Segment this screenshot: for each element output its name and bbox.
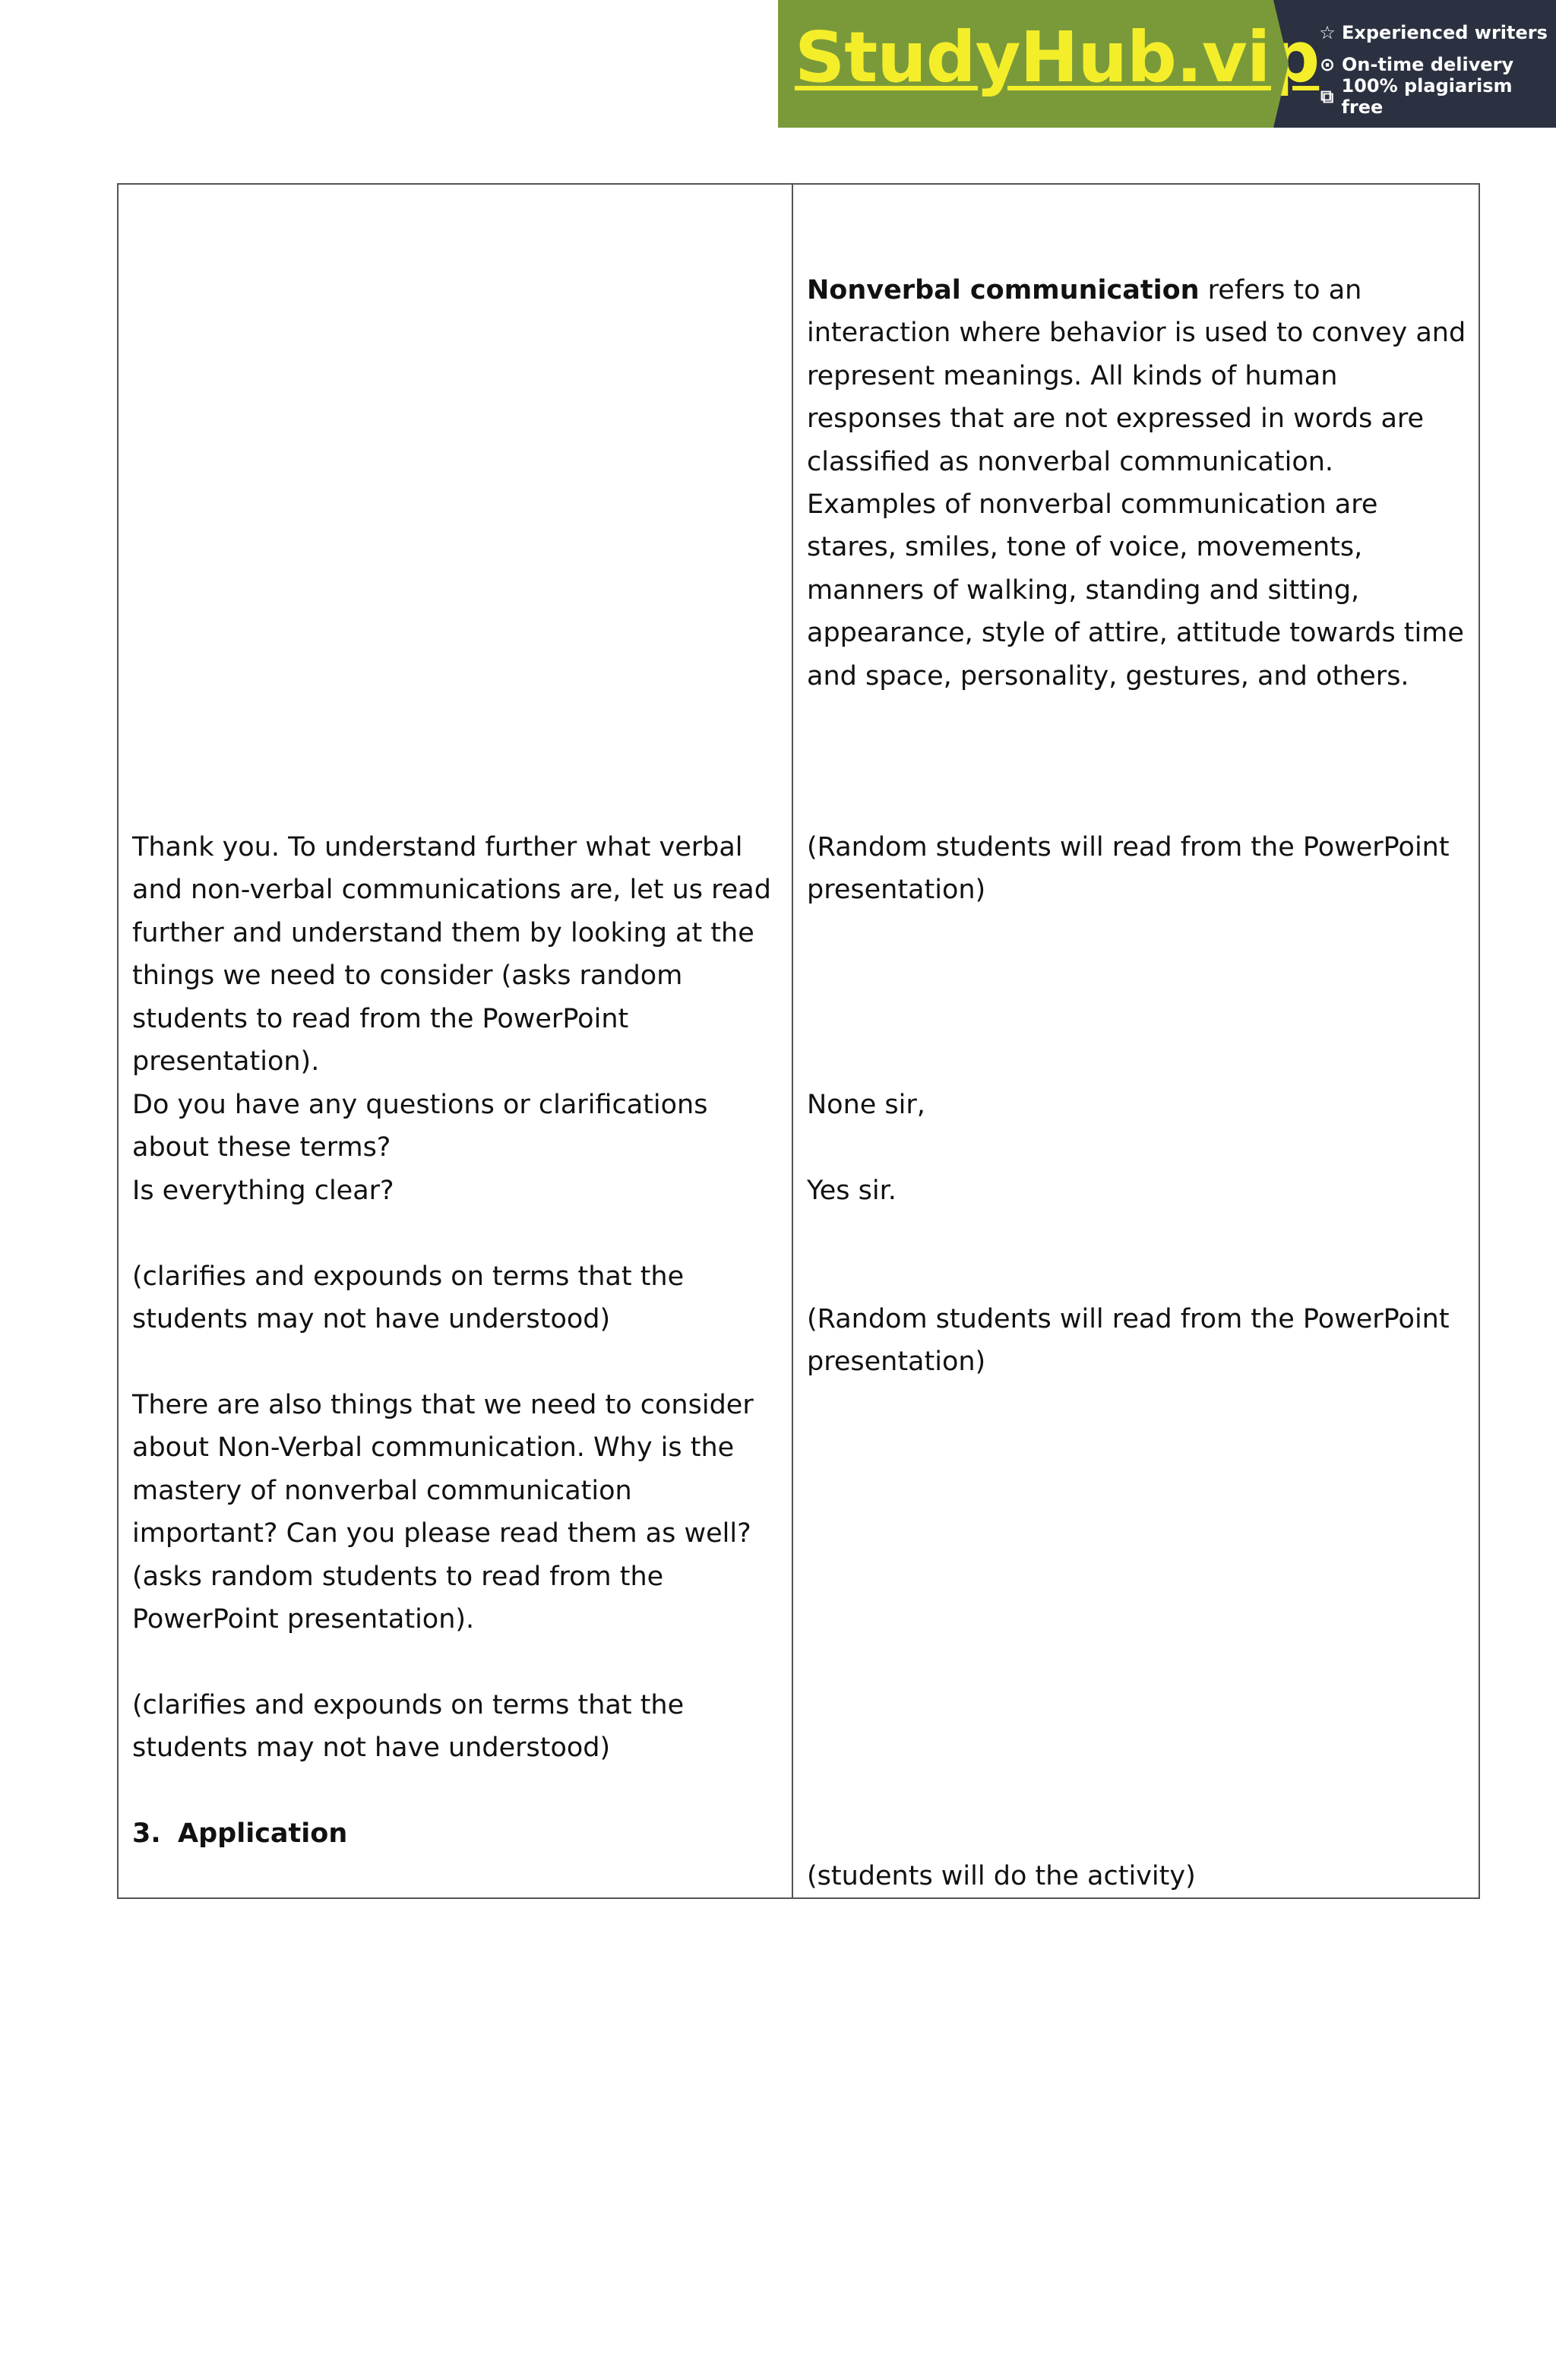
- question-is-clear: Is everything clear?: [132, 1176, 394, 1206]
- banner-logo-panel: [778, 0, 1320, 128]
- paragraph-clarifies-1: (clarifies and expounds on terms that the students may not have understood): [132, 1261, 685, 1335]
- student-activity-column: [793, 185, 1479, 1897]
- feature-experienced-writers: [1317, 17, 1556, 49]
- studyhub-logo[interactable]: StudyHub.vip: [795, 17, 1320, 98]
- paragraph-nonverbal-importance: There are also things that we need to consider about Non-Verbal communication. Why is the mastery of nonverbal communication important? Can you please read them as well? (asks random students to read from the PowerPoint presentation).: [132, 1390, 754, 1635]
- clock-icon: ⊙: [1319, 54, 1336, 75]
- section-heading-application: [132, 1812, 786, 1855]
- response-none-sir: None sir,: [807, 1090, 925, 1120]
- definition-nonverbal: [807, 269, 1468, 698]
- feature-label: Experienced writers: [1342, 22, 1548, 43]
- star-icon: ☆: [1319, 22, 1336, 43]
- definition-body: refers to an interaction where behavior is used to convey and represent meanings. All kinds of human responses that are not expressed in words are classified as nonverbal communication. Examples of nonverbal communication are stares, smiles, tone of voice, movements, manners of walking, standing and sitting, appearance, style of attire, attitude towards time and space, personality, gestures, and others.: [807, 275, 1466, 692]
- definition-term: Nonverbal communication: [807, 275, 1200, 305]
- feature-plagiarism-free: [1317, 75, 1556, 118]
- response-read-powerpoint-2: (Random students will read from the PowerPoint presentation): [807, 1304, 1450, 1378]
- paragraph-clarifies-2: (clarifies and expounds on terms that the students may not have understood): [132, 1690, 685, 1764]
- section-title: Application: [178, 1818, 348, 1849]
- question-clarifications: Do you have any questions or clarifications about these terms?: [132, 1090, 708, 1163]
- feature-label: 100% plagiarism free: [1341, 75, 1513, 118]
- response-yes-sir: Yes sir.: [807, 1176, 897, 1206]
- lesson-plan-table: [117, 183, 1480, 1899]
- copy-icon: ⧉: [1320, 86, 1334, 107]
- studyhub-banner[interactable]: [778, 0, 1556, 128]
- teacher-activity-column: [119, 185, 793, 1897]
- section-number: 3.: [132, 1818, 161, 1849]
- response-read-powerpoint-1: (Random students will read from the PowerPoint presentation): [807, 832, 1450, 906]
- banner-arrow-shape: [1273, 0, 1289, 128]
- feature-label: On-time delivery: [1342, 54, 1514, 75]
- response-do-activity: (students will do the activity): [807, 1861, 1196, 1891]
- paragraph-thank-you: Thank you. To understand further what verbal and non-verbal communications are, let us read further and understand them by looking at the things we need to consider (asks random students to read from the PowerPoint presentation).: [132, 832, 771, 1078]
